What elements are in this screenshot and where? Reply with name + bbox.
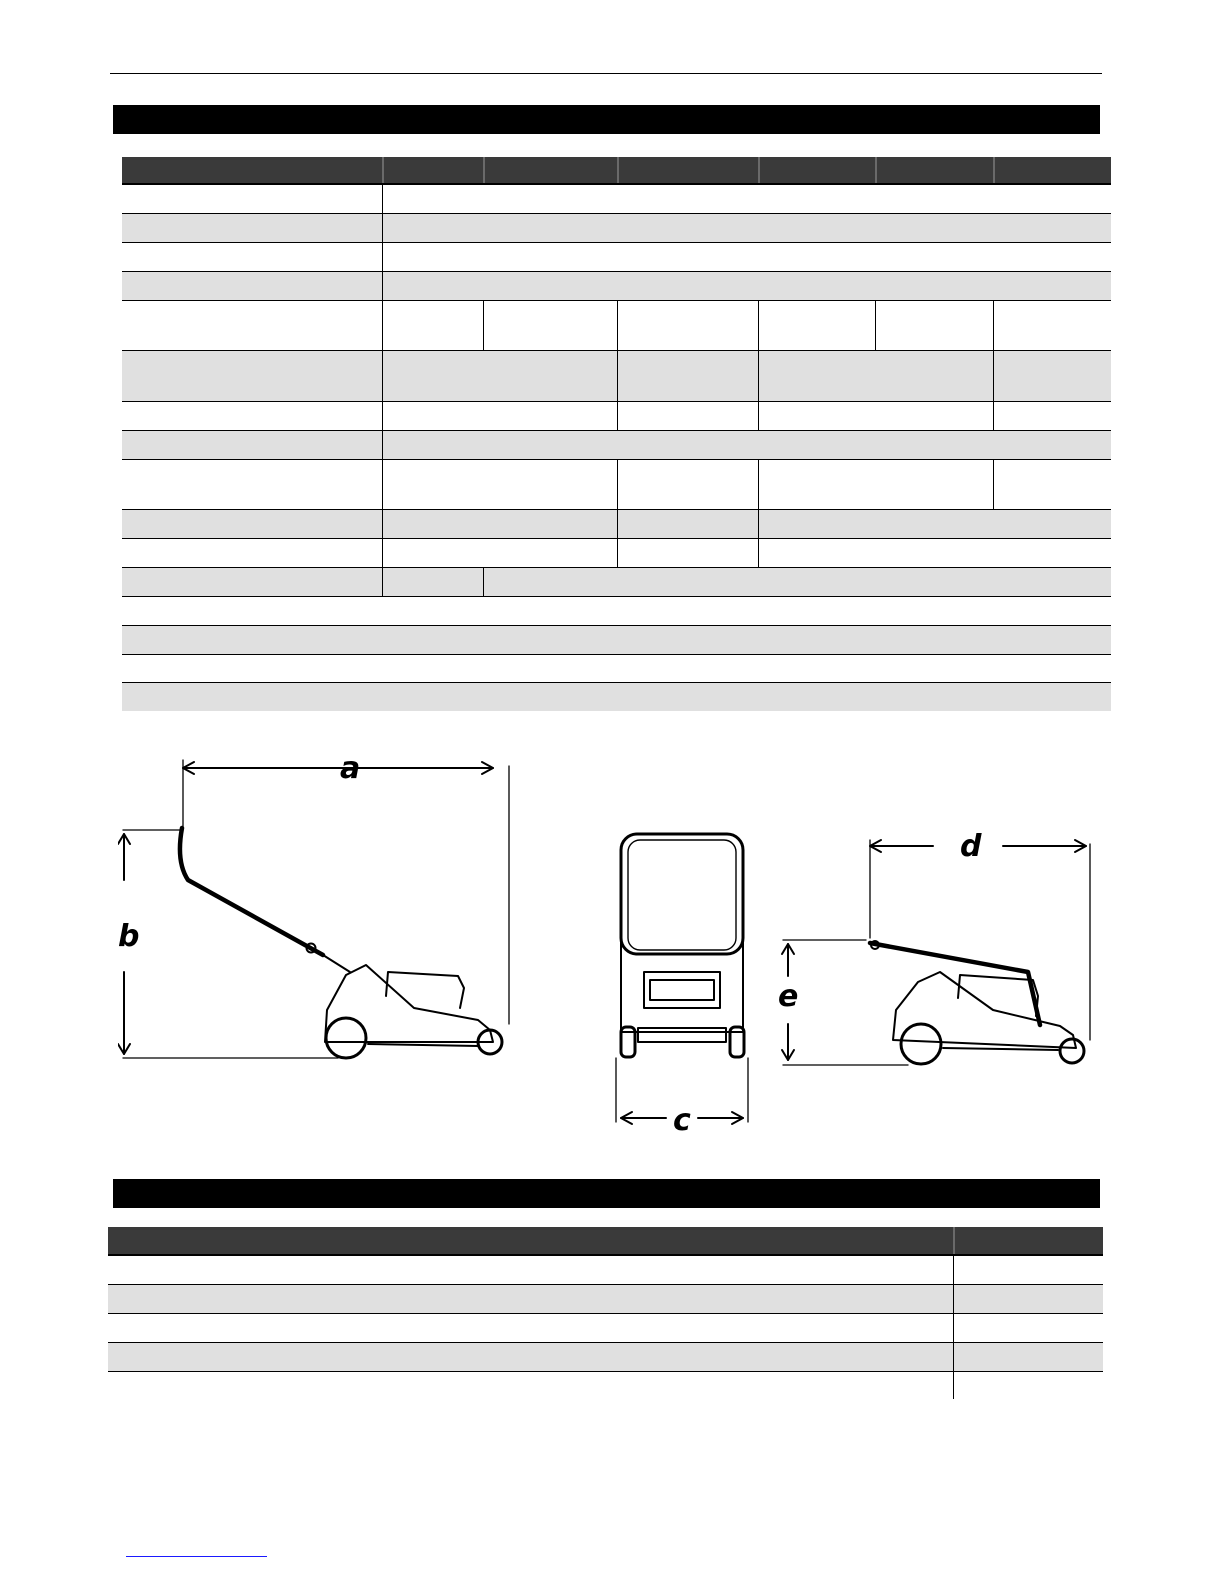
spec-row [122, 539, 1111, 568]
secondary-header-row [108, 1227, 1103, 1256]
spec-header-row [122, 157, 1111, 185]
mower-dimension-figure [118, 740, 1108, 1135]
specifications-table [122, 157, 1111, 711]
spec-row [122, 301, 1111, 351]
spec-row [122, 272, 1111, 301]
secondary-row [108, 1372, 1103, 1399]
spec-row [122, 185, 1111, 214]
spec-row [122, 626, 1111, 655]
spec-row [122, 214, 1111, 243]
secondary-row [108, 1285, 1103, 1314]
dimensions-drawing [118, 740, 1108, 1135]
dimension-label-e: e [778, 979, 799, 1014]
mower-rear-view [616, 834, 748, 1124]
mower-side-view-handle-folded [782, 840, 1090, 1065]
dimension-label-c: c [673, 1103, 691, 1135]
top-rule [110, 73, 1102, 74]
secondary-row [108, 1314, 1103, 1343]
secondary-row [108, 1343, 1103, 1372]
secondary-row [108, 1256, 1103, 1285]
spec-row [122, 460, 1111, 510]
spec-row [122, 683, 1111, 711]
section-title-band-specifications [113, 105, 1100, 134]
mower-side-view-handle-up [118, 760, 509, 1058]
spec-row [122, 568, 1111, 597]
spec-row [122, 655, 1111, 683]
secondary-table [108, 1227, 1103, 1399]
spec-row [122, 402, 1111, 431]
dimension-label-d: d [960, 829, 982, 864]
spec-row [122, 243, 1111, 272]
footer-link-underline[interactable] [126, 1556, 267, 1557]
dimension-label-b: b [118, 919, 140, 954]
spec-row [122, 597, 1111, 626]
spec-row [122, 510, 1111, 539]
section-title-band-secondary [113, 1179, 1100, 1208]
spec-row [122, 351, 1111, 402]
dimension-label-a: a [340, 751, 361, 786]
spec-row [122, 431, 1111, 460]
